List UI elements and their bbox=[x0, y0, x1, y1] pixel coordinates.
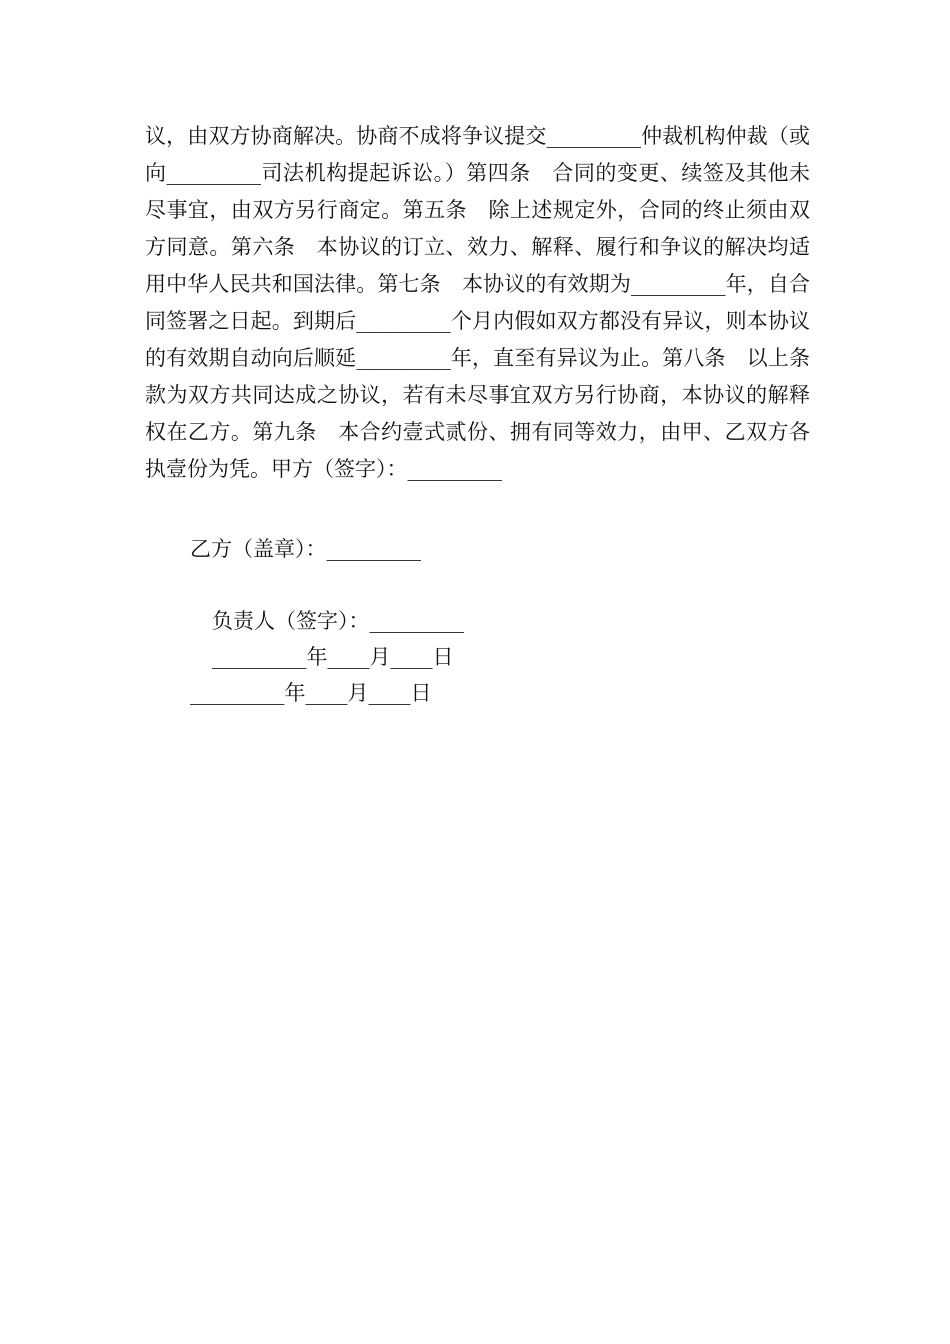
contract-body-text: 议，由双方协商解决。协商不成将争议提交_________仲裁机构仲裁（或向_________司法机构提起诉讼。）第四条 合同的变更、续签及其他未尽事宜，由双方另行商定。第五条 除上述规定外，合同的终止须由双方同意。第六条 本协议的订立、效力、解释、履行和争议的解决均适用中华人民共和国法律。第七条 本协议的有效期为_________年，自合同签署之日起。到期后_________个月内假如双方都没有异议，则本协议的有效期自动向后顺延_________年，直至有异议为止。第八条 以上条款为双方共同达成之协议，若有未尽事宜双方另行协商，本协议的解释权在乙方。第九条 本合约壹式贰份、拥有同等效力，由甲、乙双方各执壹份为凭。甲方（签字）：_________ bbox=[145, 124, 810, 481]
party-b-seal-line: 乙方（盖章）：_________ bbox=[190, 537, 421, 561]
responsible-person-signature-line: 负责人（签字）：_________ bbox=[212, 609, 464, 633]
date-line-2: _________年____月____日 bbox=[190, 681, 432, 705]
date-line-1: _________年____月____日 bbox=[212, 645, 454, 669]
